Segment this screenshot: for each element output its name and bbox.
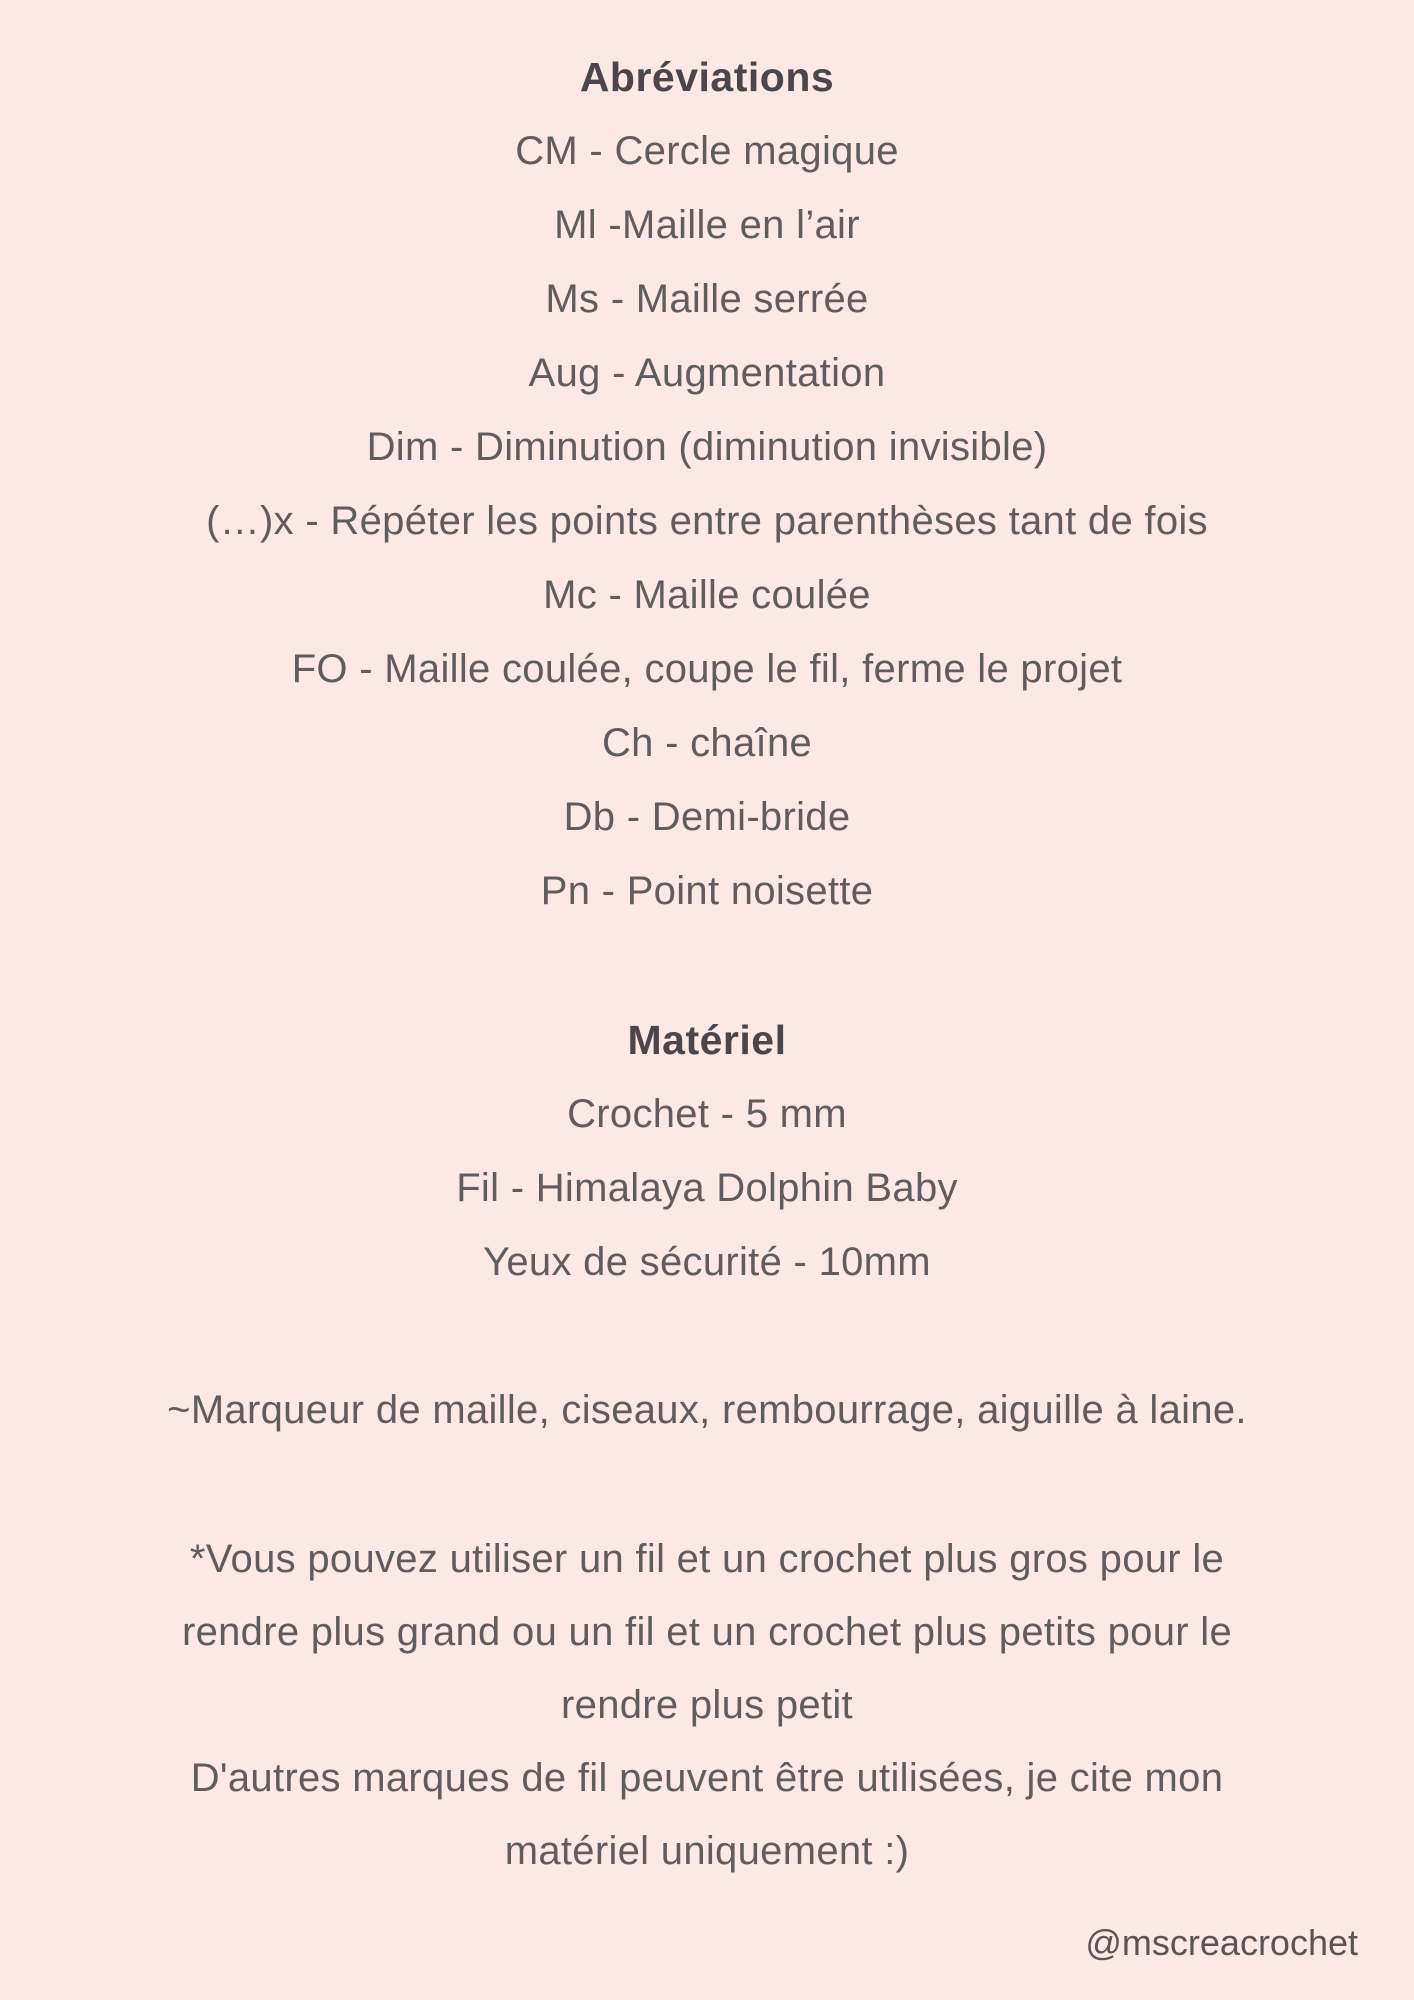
abbreviation-line: CM - Cercle magique <box>515 129 899 173</box>
note-line: matériel uniquement :) <box>504 1829 910 1873</box>
abbreviation-line: Ml -Maille en l’air <box>554 203 860 247</box>
abbreviation-line: Mc - Maille coulée <box>543 573 871 617</box>
materials-section <box>0 1003 1414 1447</box>
author-handle: @mscreacrochet <box>1085 1922 1358 1963</box>
abbreviations-section <box>0 40 1414 928</box>
abbreviations-title: Abréviations <box>579 54 835 100</box>
materials-extra-note: ~Marqueur de maille, ciseaux, rembourrage, aiguille à laine. <box>167 1388 1247 1432</box>
abbreviation-line: Dim - Diminution (diminution invisible) <box>366 425 1048 469</box>
material-line: Yeux de sécurité - 10mm <box>483 1240 931 1284</box>
materials-title: Matériel <box>627 1017 787 1063</box>
abbreviation-line: Db - Demi-bride <box>563 795 851 839</box>
abbreviation-line: (…)x - Répéter les points entre parenthèses tant de fois <box>206 499 1208 543</box>
note-line: rendre plus grand ou un fil et un crochet plus petits pour le <box>181 1610 1233 1654</box>
material-line: Crochet - 5 mm <box>567 1092 847 1136</box>
note-line: rendre plus petit <box>561 1683 853 1727</box>
abbreviation-line: FO - Maille coulée, coupe le fil, ferme le projet <box>291 647 1123 691</box>
abbreviation-line: Pn - Point noisette <box>540 869 874 913</box>
note-line: D'autres marques de fil peuvent être utilisées, je cite mon <box>190 1756 1224 1800</box>
usage-notes <box>0 1523 1414 1888</box>
note-line: *Vous pouvez utiliser un fil et un crochet plus gros pour le <box>189 1537 1225 1581</box>
material-line: Fil - Himalaya Dolphin Baby <box>456 1166 958 1210</box>
abbreviation-line: Aug - Augmentation <box>528 351 886 395</box>
abbreviation-line: Ms - Maille serrée <box>545 277 869 321</box>
abbreviation-line: Ch - chaîne <box>601 721 813 765</box>
